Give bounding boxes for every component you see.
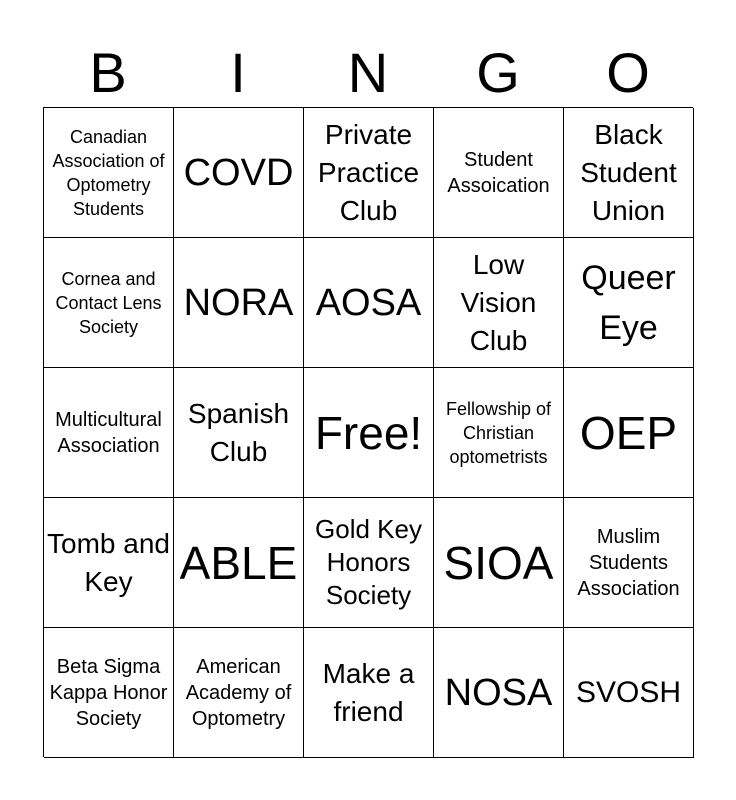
bingo-cell[interactable] bbox=[434, 368, 564, 498]
bingo-cell[interactable] bbox=[434, 498, 564, 628]
cell-label: Spanish Club bbox=[187, 397, 290, 467]
bingo-cell[interactable] bbox=[174, 238, 304, 368]
bingo-cell[interactable] bbox=[174, 368, 304, 498]
cell-label: Private Practice Club bbox=[317, 118, 420, 226]
bingo-cell[interactable] bbox=[304, 238, 434, 368]
cell-label: Student Assoication bbox=[447, 148, 550, 197]
bingo-cell[interactable] bbox=[44, 368, 174, 498]
bingo-cell[interactable] bbox=[434, 108, 564, 238]
cell-label: SVOSH bbox=[575, 676, 682, 709]
bingo-cell[interactable] bbox=[44, 628, 174, 758]
bingo-cell[interactable] bbox=[564, 628, 694, 758]
cell-label: Cornea and Contact Lens Society bbox=[55, 268, 162, 337]
bingo-cell[interactable] bbox=[44, 238, 174, 368]
bingo-cell[interactable] bbox=[174, 628, 304, 758]
cell-label: Canadian Association of Optometry Students bbox=[52, 126, 165, 219]
header-letter-b: B bbox=[89, 41, 127, 104]
cell-label: SIOA bbox=[443, 536, 554, 589]
cell-label: Multicultural Association bbox=[55, 408, 162, 457]
cell-label: ABLE bbox=[179, 536, 298, 589]
bingo-cell[interactable] bbox=[174, 498, 304, 628]
cell-label: AOSA bbox=[315, 281, 422, 324]
header-letter-n: N bbox=[347, 41, 389, 104]
bingo-cell[interactable] bbox=[304, 628, 434, 758]
cell-label: Beta Sigma Kappa Honor Society bbox=[49, 655, 168, 730]
cell-label: NOSA bbox=[444, 671, 553, 714]
cell-label: Tomb and Key bbox=[47, 527, 170, 597]
cell-label: OEP bbox=[579, 406, 678, 459]
cell-label: Make a friend bbox=[322, 657, 415, 727]
cell-label: Fellowship of Christian optometrists bbox=[445, 398, 552, 467]
bingo-cell[interactable] bbox=[564, 368, 694, 498]
cell-label: COVD bbox=[183, 151, 294, 194]
bingo-cell[interactable] bbox=[564, 108, 694, 238]
cell-label: Muslim Students Association bbox=[577, 525, 680, 600]
bingo-cell[interactable] bbox=[174, 108, 304, 238]
cell-label: Low Vision Club bbox=[460, 248, 537, 356]
cell-label: American Academy of Optometry bbox=[185, 655, 292, 730]
header-letter-i: I bbox=[230, 41, 246, 104]
cell-label: Gold Key Honors Society bbox=[315, 514, 422, 610]
bingo-cell[interactable] bbox=[304, 498, 434, 628]
bingo-cell[interactable] bbox=[564, 498, 694, 628]
bingo-cell[interactable] bbox=[44, 108, 174, 238]
bingo-cell[interactable] bbox=[434, 238, 564, 368]
cell-label: NORA bbox=[183, 281, 294, 324]
bingo-cell[interactable] bbox=[564, 238, 694, 368]
bingo-cell[interactable] bbox=[44, 498, 174, 628]
header-letter-o: O bbox=[606, 41, 650, 104]
bingo-cell[interactable] bbox=[434, 628, 564, 758]
bingo-header bbox=[43, 40, 693, 106]
header-letter-g: G bbox=[476, 41, 520, 104]
cell-label: Queer Eye bbox=[581, 258, 676, 347]
free-space[interactable] bbox=[304, 368, 434, 498]
bingo-grid bbox=[43, 107, 693, 757]
bingo-cell[interactable] bbox=[304, 108, 434, 238]
cell-label: Free! bbox=[314, 406, 423, 459]
cell-label: Black Student Union bbox=[580, 118, 677, 226]
